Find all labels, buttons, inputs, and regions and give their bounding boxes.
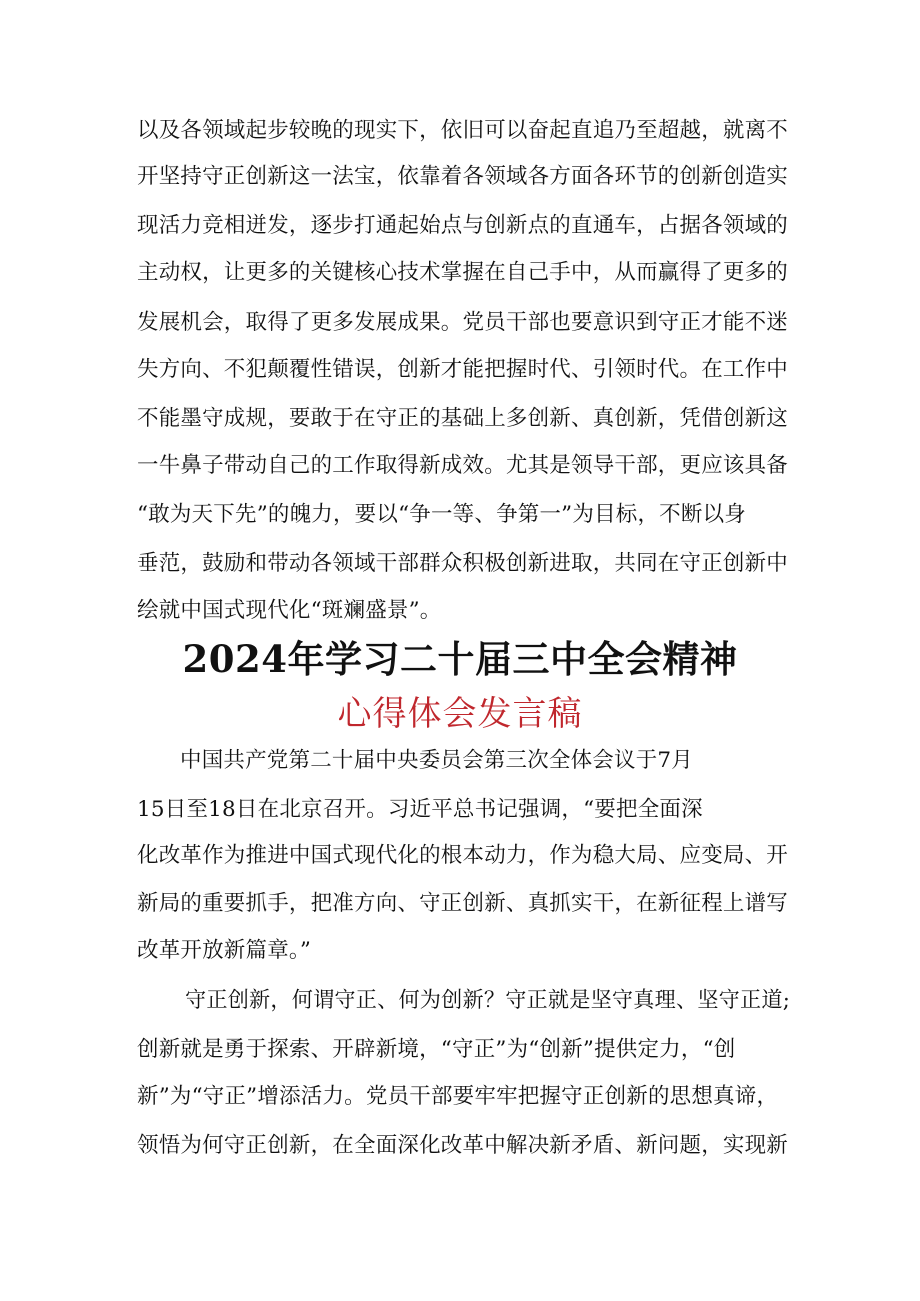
paragraph-3-line-4: 领悟为何守正创新，在全面深化改革中解决新矛盾、新问题，实现新 [137,1133,789,1158]
paragraph-2-line-2: 15日至18日在北京召开。习近平总书记强调，“要把全面深 [137,797,703,822]
document-title: 2024年学习二十届三中全会精神 [182,637,738,681]
paragraph-1-line-10: 垂范，鼓励和带动各领域干部群众积极创新进取，共同在守正创新中 [137,551,789,576]
paragraph-2-line-1: 中国共产党第二十届中央委员会第三次全体会议于7月 [180,748,693,773]
paragraph-2-line-5: 改革开放新篇章。” [137,938,312,963]
paragraph-1-line-7: 不能墨守成规，要敢于在守正的基础上多创新、真创新，凭借创新这 [137,406,789,431]
paragraph-1-line-4: 主动权，让更多的关键核心技术掌握在自己手中，从而赢得了更多的 [137,260,789,285]
paragraph-2-line-3: 化改革作为推进中国式现代化的根本动力，作为稳大局、应变局、开 [137,843,789,868]
paragraph-1-line-8: 一牛鼻子带动自己的工作取得新成效。尤其是领导干部，更应该具备 [137,453,789,478]
paragraph-1-line-5: 发展机会，取得了更多发展成果。党员干部也要意识到守正才能不迷 [137,310,789,335]
paragraph-2-line-4: 新局的重要抓手，把准方向、守正创新、真抓实干，在新征程上谱写 [137,891,789,916]
paragraph-3-line-2: 创新就是勇于探索、开辟新境，“守正”为“创新”提供定力，“创 [137,1037,736,1062]
paragraph-1-line-6: 失方向、不犯颠覆性错误，创新才能把握时代、引领时代。在工作中 [137,357,789,382]
paragraph-1-line-11: 绘就中国式现代化“斑斓盛景”。 [137,598,442,623]
paragraph-1-line-9: “敢为天下先”的魄力，要以“争一等、争第一”为目标，不断以身 [137,502,746,527]
document-subtitle: 心得体会发言稿 [337,694,583,734]
paragraph-3-line-3: 新”为“守正”增添活力。党员干部要牢牢把握守正创新的思想真谛， [137,1084,779,1109]
paragraph-3-line-1: 守正创新，何谓守正、何为创新？守正就是坚守真理、坚守正道; [185,988,791,1013]
paragraph-1-line-1: 以及各领域起步较晚的现实下，依旧可以奋起直追乃至超越，就离不 [137,118,789,143]
paragraph-1-line-2: 开坚持守正创新这一法宝，依靠着各领域各方面各环节的创新创造实 [137,164,789,189]
paragraph-1-line-3: 现活力竞相迸发，逐步打通起始点与创新点的直通车，占据各领域的 [137,213,789,238]
